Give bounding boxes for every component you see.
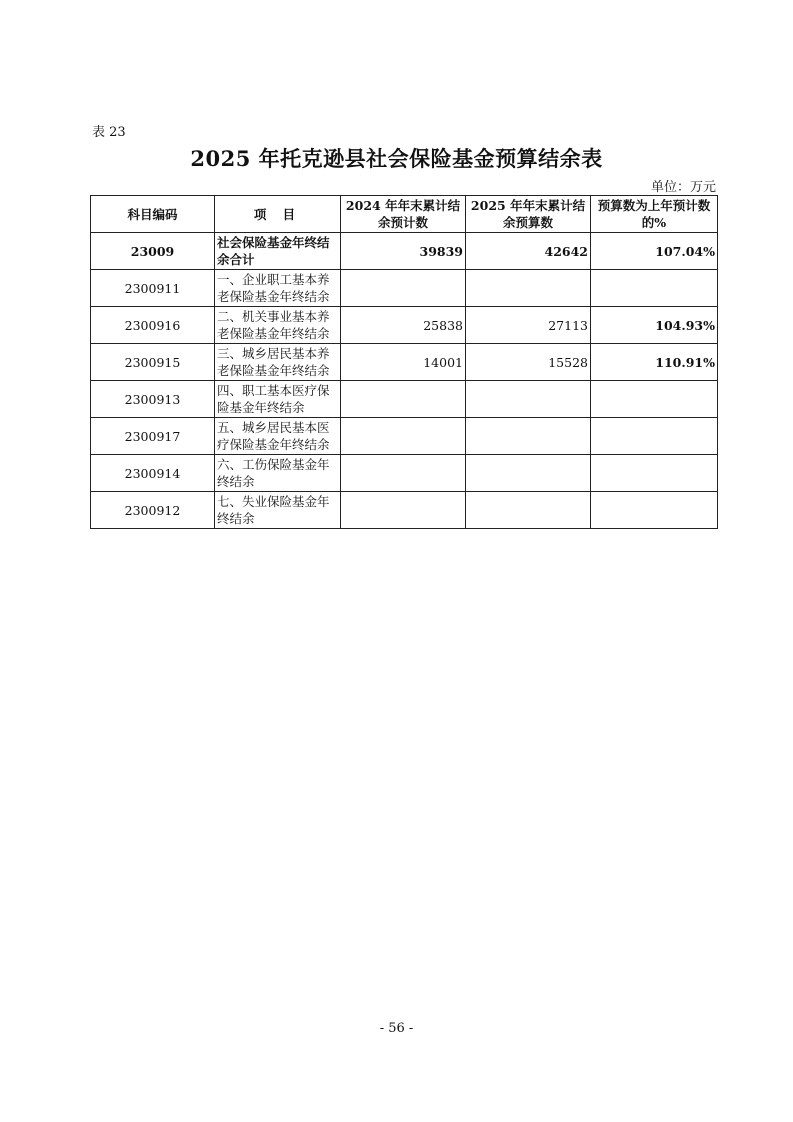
table-row [91, 381, 718, 418]
row-code: 23009 [91, 233, 215, 270]
header-2025: 2025 年年末累计结余预算数 [466, 196, 591, 233]
row-ratio [591, 381, 718, 418]
header-item: 项 目 [215, 196, 341, 233]
row-ratio: 107.04% [591, 233, 718, 270]
unit-label: 单位：万元 [650, 180, 716, 195]
budget-table [90, 195, 718, 529]
row-value-2025 [466, 270, 591, 307]
row-code: 2300916 [91, 307, 215, 344]
row-item: 五、城乡居民基本医疗保险基金年终结余 [215, 418, 341, 455]
table-row [91, 492, 718, 529]
row-item: 一、企业职工基本养老保险基金年终结余 [215, 270, 341, 307]
table-row [91, 344, 718, 381]
row-code: 2300915 [91, 344, 215, 381]
row-ratio: 104.93% [591, 307, 718, 344]
table-label: 表 23 [92, 125, 126, 140]
row-value-2024: 39839 [341, 233, 466, 270]
table-row-total [91, 233, 718, 270]
row-item: 三、城乡居民基本养老保险基金年终结余 [215, 344, 341, 381]
row-value-2025 [466, 492, 591, 529]
row-value-2024 [341, 270, 466, 307]
row-item: 六、工伤保险基金年终结余 [215, 455, 341, 492]
table-row [91, 307, 718, 344]
row-value-2025: 27113 [466, 307, 591, 344]
row-value-2024 [341, 418, 466, 455]
row-value-2025: 15528 [466, 344, 591, 381]
row-item: 四、职工基本医疗保险基金年终结余 [215, 381, 341, 418]
row-value-2024 [341, 455, 466, 492]
page-number: - 56 - [379, 1021, 414, 1036]
header-2024: 2024 年年末累计结余预计数 [341, 196, 466, 233]
row-value-2025 [466, 455, 591, 492]
row-ratio [591, 270, 718, 307]
row-item: 二、机关事业基本养老保险基金年终结余 [215, 307, 341, 344]
row-ratio [591, 418, 718, 455]
row-item: 社会保险基金年终结余合计 [215, 233, 341, 270]
row-code: 2300912 [91, 492, 215, 529]
row-code: 2300914 [91, 455, 215, 492]
row-ratio [591, 492, 718, 529]
row-value-2024 [341, 381, 466, 418]
row-value-2025: 42642 [466, 233, 591, 270]
table-row [91, 418, 718, 455]
row-code: 2300913 [91, 381, 215, 418]
header-code: 科目编码 [91, 196, 215, 233]
row-value-2024 [341, 492, 466, 529]
table-header-row [91, 196, 718, 233]
row-ratio [591, 455, 718, 492]
row-value-2025 [466, 381, 591, 418]
row-item: 七、失业保险基金年终结余 [215, 492, 341, 529]
row-value-2024: 14001 [341, 344, 466, 381]
table-row [91, 270, 718, 307]
row-code: 2300911 [91, 270, 215, 307]
row-value-2024: 25838 [341, 307, 466, 344]
row-ratio: 110.91% [591, 344, 718, 381]
row-value-2025 [466, 418, 591, 455]
table-row [91, 455, 718, 492]
header-ratio: 预算数为上年预计数的% [591, 196, 718, 233]
page-title: 2025 年托克逊县社会保险基金预算结余表 [190, 146, 603, 171]
row-code: 2300917 [91, 418, 215, 455]
